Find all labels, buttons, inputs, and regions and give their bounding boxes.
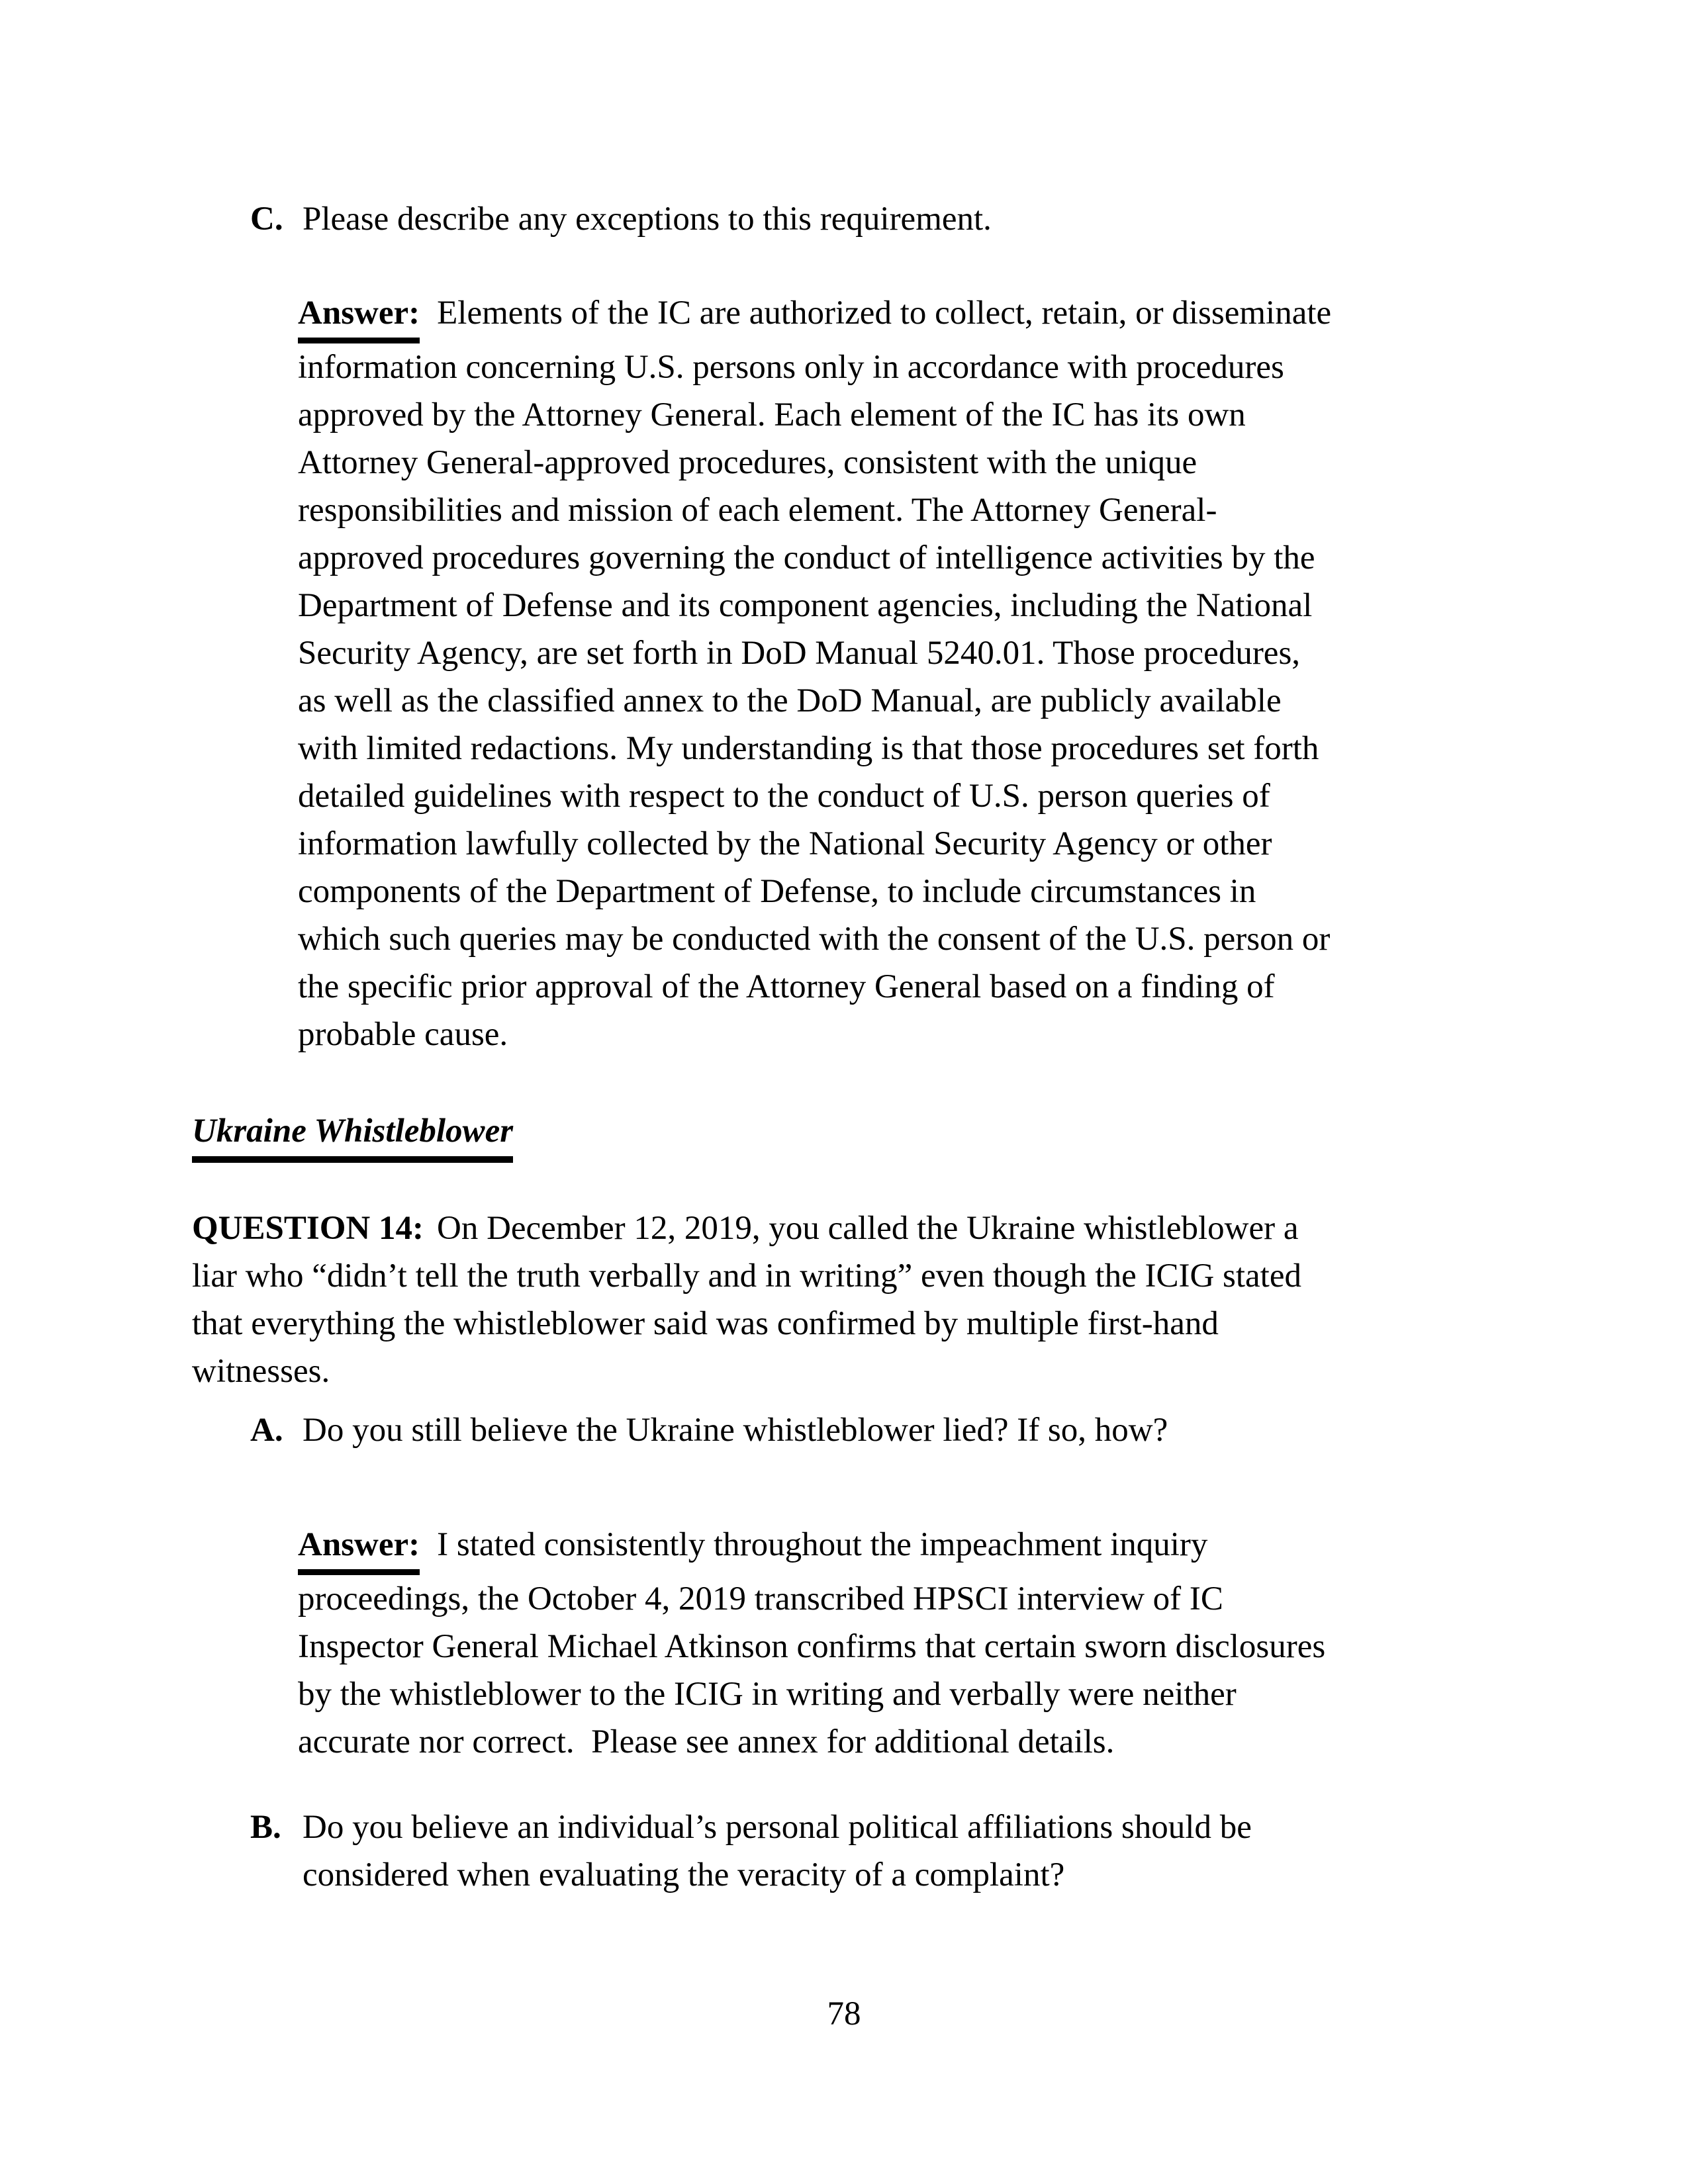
text-line: proceedings, the October 4, 2019 transcribed HPSCI interview of IC [298, 1580, 1223, 1617]
answer-c-first-line [298, 289, 1331, 343]
page-number: 78 [827, 1995, 861, 2032]
text-line: the specific prior approval of the Attorney General based on a finding of [298, 968, 1275, 1005]
text-line: components of the Department of Defense, to include circumstances in [298, 873, 1256, 910]
text-line: accurate nor correct. Please see annex for additional details. [298, 1723, 1115, 1760]
question-14-first-line-text: On December 12, 2019, you called the Ukraine whistleblower a [436, 1210, 1299, 1247]
answer-c-lines [298, 343, 1331, 1058]
question-14-paragraph [192, 1205, 1301, 1395]
question-item-c [250, 195, 992, 243]
text-line: with limited redactions. My understanding is that those procedures set forth [298, 730, 1319, 767]
text-line: detailed guidelines with respect to the conduct of U.S. person queries of [298, 778, 1270, 815]
text-line: as well as the classified annex to the DoD Manual, are publicly available [298, 682, 1282, 719]
answer-a-first-line-text: I stated consistently throughout the impeachment inquiry [437, 1526, 1208, 1563]
section-heading-row [192, 1107, 513, 1163]
text-line: Do you believe an individual’s personal political affiliations should be [303, 1809, 1252, 1846]
text-line: Attorney General-approved procedures, consistent with the unique [298, 444, 1197, 481]
text-line: information lawfully collected by the National Security Agency or other [298, 825, 1272, 862]
text-line: by the whistleblower to the ICIG in writing and verbally were neither [298, 1676, 1237, 1713]
text-line: responsibilities and mission of each element. The Attorney General- [298, 492, 1217, 529]
text-line: probable cause. [298, 1016, 508, 1053]
item-c-text: Please describe any exceptions to this requirement. [303, 201, 992, 238]
question-item-a [250, 1406, 1168, 1454]
question-14-first-line [192, 1205, 1301, 1252]
answer-c-first-line-text: Elements of the IC are authorized to collect, retain, or disseminate [437, 295, 1332, 332]
item-c-label: C. [250, 201, 283, 238]
text-line: information concerning U.S. persons only in accordance with procedures [298, 349, 1284, 386]
text-line: Department of Defense and its component agencies, including the National [298, 587, 1313, 624]
answer-paragraph-a [298, 1521, 1325, 1766]
text-line: liar who “didn’t tell the truth verbally and in writing” even though the ICIG stated [192, 1257, 1301, 1295]
answer-a-label: Answer: [298, 1521, 420, 1575]
answer-a-lines [298, 1575, 1325, 1766]
text-line: considered when evaluating the veracity of a complaint? [303, 1856, 1065, 1893]
item-b-lines [303, 1803, 1252, 1899]
text-line: approved by the Attorney General. Each element of the IC has its own [298, 396, 1246, 433]
question-14-lines [192, 1252, 1301, 1395]
text-line: approved procedures governing the conduct of intelligence activities by the [298, 539, 1315, 576]
answer-paragraph-c [298, 289, 1331, 1058]
text-line: that everything the whistleblower said was confirmed by multiple first-hand [192, 1305, 1219, 1342]
answer-a-first-line [298, 1521, 1325, 1575]
section-heading: Ukraine Whistleblower [192, 1107, 513, 1163]
page-number-row [0, 1990, 1688, 2038]
text-line: Inspector General Michael Atkinson confirms that certain sworn disclosures [298, 1628, 1326, 1665]
text-line: which such queries may be conducted with the consent of the U.S. person or [298, 921, 1331, 958]
item-b-label: B. [250, 1809, 281, 1846]
item-a-text: Do you still believe the Ukraine whistleblower lied? If so, how? [303, 1412, 1168, 1449]
text-line: witnesses. [192, 1353, 330, 1390]
answer-c-label: Answer: [298, 289, 420, 343]
question-14-label: QUESTION 14: [192, 1210, 424, 1247]
item-a-label: A. [250, 1412, 283, 1449]
text-line: Security Agency, are set forth in DoD Manual 5240.01. Those procedures, [298, 635, 1301, 672]
question-item-b [250, 1803, 1252, 1899]
